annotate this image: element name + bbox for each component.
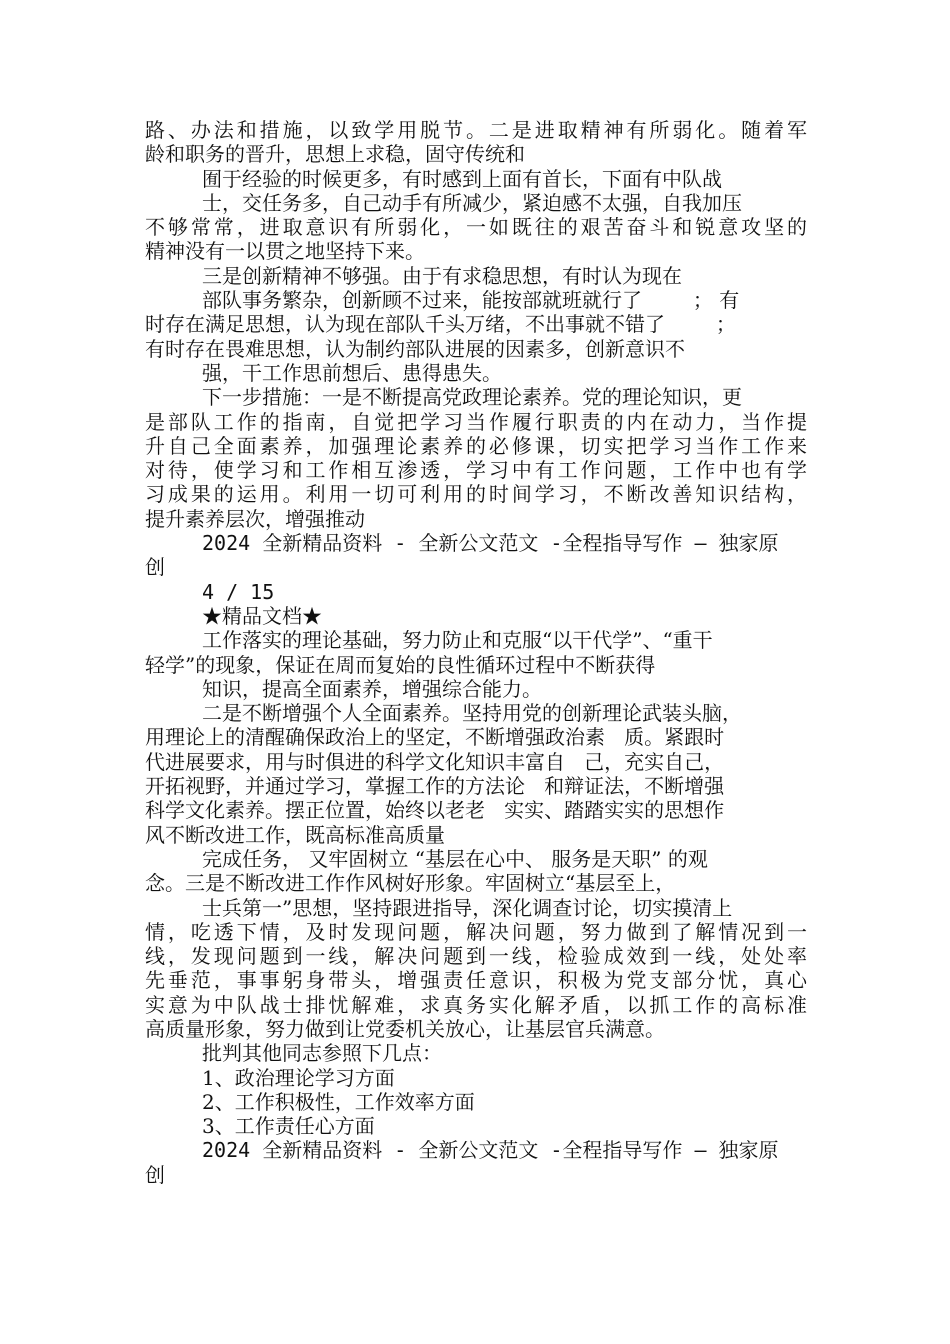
text-line: 念。三是不断改进工作作风树好形象。牢固树立“基层至上， <box>145 871 676 896</box>
text-line: 完成任务， 又牢固树立 “基层在心中、 服务是天职” 的观 <box>202 846 708 871</box>
text-line: 用理论上的清醒确保政治上的坚定，不断增强政治素 质。紧跟时 <box>145 725 725 750</box>
text-line: 不够常常，进取意识有所弱化，一如既往的艰苦奋斗和锐意攻坚的 <box>145 215 807 240</box>
text-line: 有时存在畏难思想，认为制约部队进展的因素多，创新意识不 <box>145 336 685 361</box>
text-line: 3、工作责任心方面 <box>202 1114 375 1139</box>
text-line: 龄和职务的晋升，思想上求稳，固守传统和 <box>145 142 525 167</box>
text-line: 路、办法和措施，以致学用脱节。二是进取精神有所弱化。随着军 <box>145 118 807 142</box>
footer-text-line: 4 / 15 <box>202 579 275 604</box>
text-line: 二是不断增强个人全面素养。坚持用党的创新理论武装头脑， <box>202 701 742 726</box>
text-line: 囿于经验的时候更多，有时感到上面有首长，下面有中队战 <box>202 166 722 191</box>
text-line: 实意为中队战士排忧解难，求真务实化解矛盾，以抓工作的高标准 <box>145 992 807 1017</box>
text-line: 部队事务繁杂，创新顾不过来，能按部就班就行了 ； 有 <box>202 288 740 313</box>
text-line: 工作落实的理论基础，努力防止和克服“以干代学”、“重干 <box>202 628 713 653</box>
document-body <box>145 118 807 1187</box>
text-line: 批判其他同志参照下几点： <box>202 1041 442 1066</box>
text-line: 时存在满足思想，认为现在部队千头万绪，不出事就不错了 ； <box>145 312 736 337</box>
text-line: 高质量形象，努力做到让党委机关放心，让基层官兵满意。 <box>145 1016 665 1041</box>
text-line: 先垂范，事事躬身带头，增强责任意识，积极为党支部分忧，真心 <box>145 968 807 993</box>
text-line: 强，干工作思前想后、患得患失。 <box>202 360 502 385</box>
text-line: 提升素养层次，增强推动 <box>145 506 365 531</box>
text-line: 风不断改进工作，既高标准高质量 <box>145 822 445 847</box>
text-line: 习成果的运用。利用一切可利用的时间学习，不断改善知识结构， <box>145 482 807 507</box>
text-line: 轻学”的现象，保证在周而复始的良性循环过程中不断获得 <box>145 652 656 677</box>
text-line: 开拓视野，并通过学习，掌握工作的方法论 和辩证法，不断增强 <box>145 774 725 799</box>
text-line: 三是创新精神不够强。由于有求稳思想，有时认为现在 <box>202 263 682 288</box>
text-line: 士，交任务多，自己动手有所减少，紧迫感不太强，自我加压 <box>202 190 742 215</box>
text-line: 科学文化素养。摆正位置，始终以老老 实实、踏踏实实的思想作 <box>145 798 725 823</box>
text-line: 情，吃透下情，及时发现问题，解决问题，努力做到了解情况到一 <box>145 919 807 944</box>
footer-text-line: 2024 全新精品资料 - 全新公文范文 -全程指导写作 – 独家原 <box>202 1138 779 1163</box>
text-line: 知识，提高全面素养，增强综合能力。 <box>202 676 542 701</box>
text-line: 是部队工作的指南，自觉把学习当作履行职责的内在动力，当作提 <box>145 409 807 434</box>
text-line: 创 <box>145 555 165 580</box>
text-line: 1、政治理论学习方面 <box>202 1065 395 1090</box>
text-line: 代进展要求，用与时俱进的科学文化知识丰富自 己，充实自己， <box>145 749 725 774</box>
text-line: 精神没有一以贯之地坚持下来。 <box>145 239 425 264</box>
text-line: 创 <box>145 1162 165 1187</box>
text-line: 下一步措施：一是不断提高党政理论素养。党的理论知识，更 <box>202 385 742 410</box>
text-line: ★精品文档★ <box>202 603 322 628</box>
text-line: 对待，使学习和工作相互渗透，学习中有工作问题，工作中也有学 <box>145 458 807 483</box>
text-line: 升自己全面素养，加强理论素养的必修课，切实把学习当作工作来 <box>145 433 807 458</box>
text-line: 士兵第一”思想，坚持跟进指导，深化调查讨论，切实摸清上 <box>202 895 733 920</box>
footer-text-line: 2024 全新精品资料 - 全新公文范文 -全程指导写作 – 独家原 <box>202 531 779 556</box>
document-page <box>145 0 807 1344</box>
text-line: 线，发现问题到一线，解决问题到一线，检验成效到一线，处处率 <box>145 944 807 969</box>
text-line: 2、工作积极性，工作效率方面 <box>202 1089 475 1114</box>
